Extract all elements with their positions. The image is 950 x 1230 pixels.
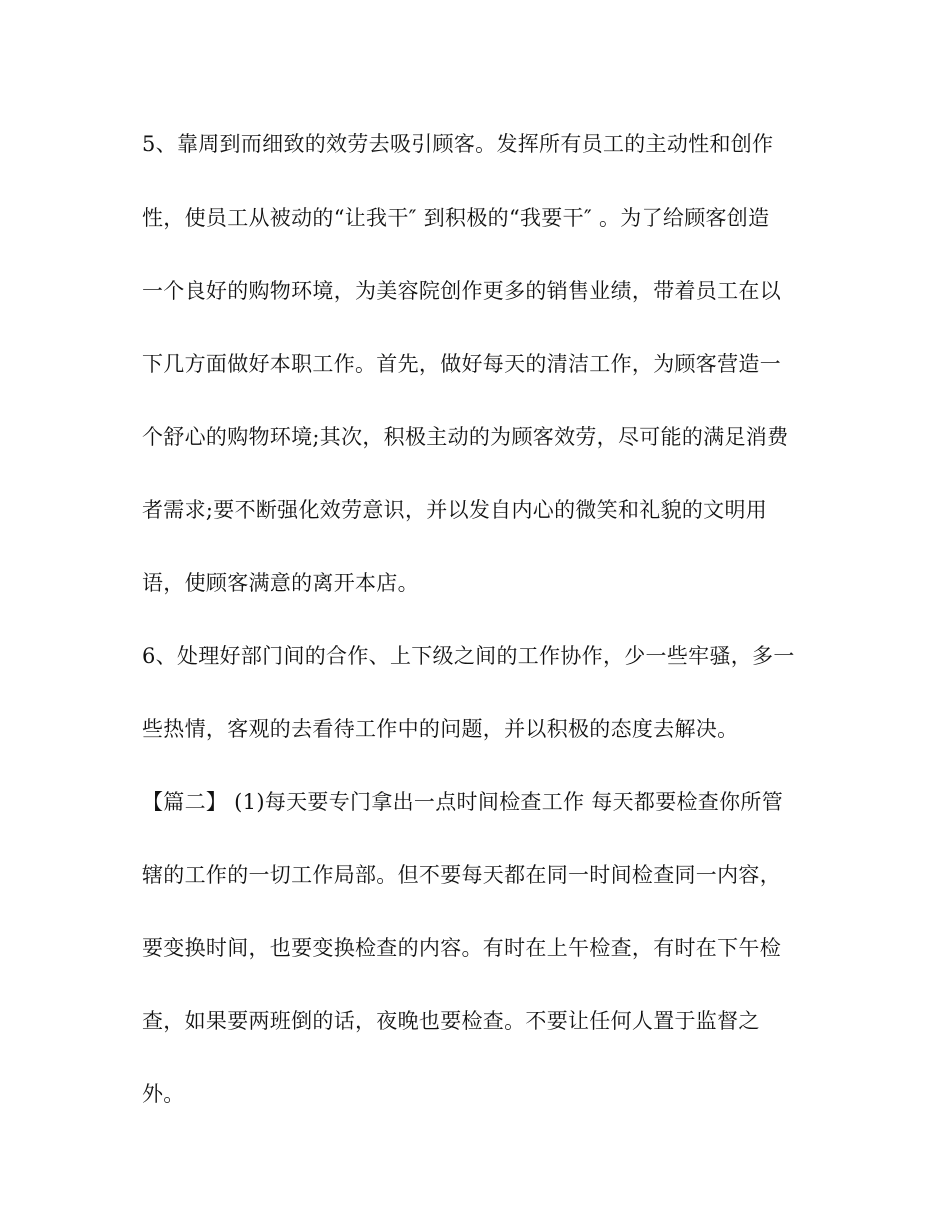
section-2-line-2: 辖的工作的一切工作局部。但不要每天都在同一时间检查同一内容， xyxy=(142,863,781,887)
paragraph-5-line-2: 性，使员工从被动的“让我干″ 到积极的“我要干″ 。为了给顾客创造 xyxy=(142,206,770,230)
paragraph-5-line-4: 下几方面做好本职工作。首先，做好每天的清洁工作，为顾客营造一 xyxy=(142,352,781,376)
section-2-line-1: 【篇二】 (1)每天要专门拿出一点时间检查工作 每天都要检查你所管 xyxy=(142,790,783,814)
paragraph-5-line-1: 5、靠周到而细致的效劳去吸引顾客。发挥所有员工的主动性和创作 xyxy=(142,132,774,156)
paragraph-6-line-2: 些热情，客观的去看待工作中的问题，并以积极的态度去解决。 xyxy=(142,717,739,741)
paragraph-5-line-5: 个舒心的购物环境;其次，积极主动的为顾客效劳，尽可能的满足消费 xyxy=(142,425,789,449)
section-2-line-4: 查，如果要两班倒的话，夜晚也要检查。不要让任何人置于监督之 xyxy=(142,1009,760,1033)
paragraph-5-line-6: 者需求;要不断强化效劳意识，并以发自内心的微笑和礼貌的文明用 xyxy=(142,498,768,522)
section-2-line-5: 外。 xyxy=(142,1082,185,1106)
paragraph-5-line-7: 语，使顾客满意的离开本店。 xyxy=(142,571,419,595)
paragraph-6-line-1: 6、处理好部门间的合作、上下级之间的工作协作，少一些牢骚，多一 xyxy=(142,644,795,668)
paragraph-5-line-3: 一个良好的购物环境，为美容院创作更多的销售业绩，带着员工在以 xyxy=(142,279,781,303)
section-2-line-3: 要变换时间，也要变换检查的内容。有时在上午检查，有时在下午检 xyxy=(142,936,781,960)
